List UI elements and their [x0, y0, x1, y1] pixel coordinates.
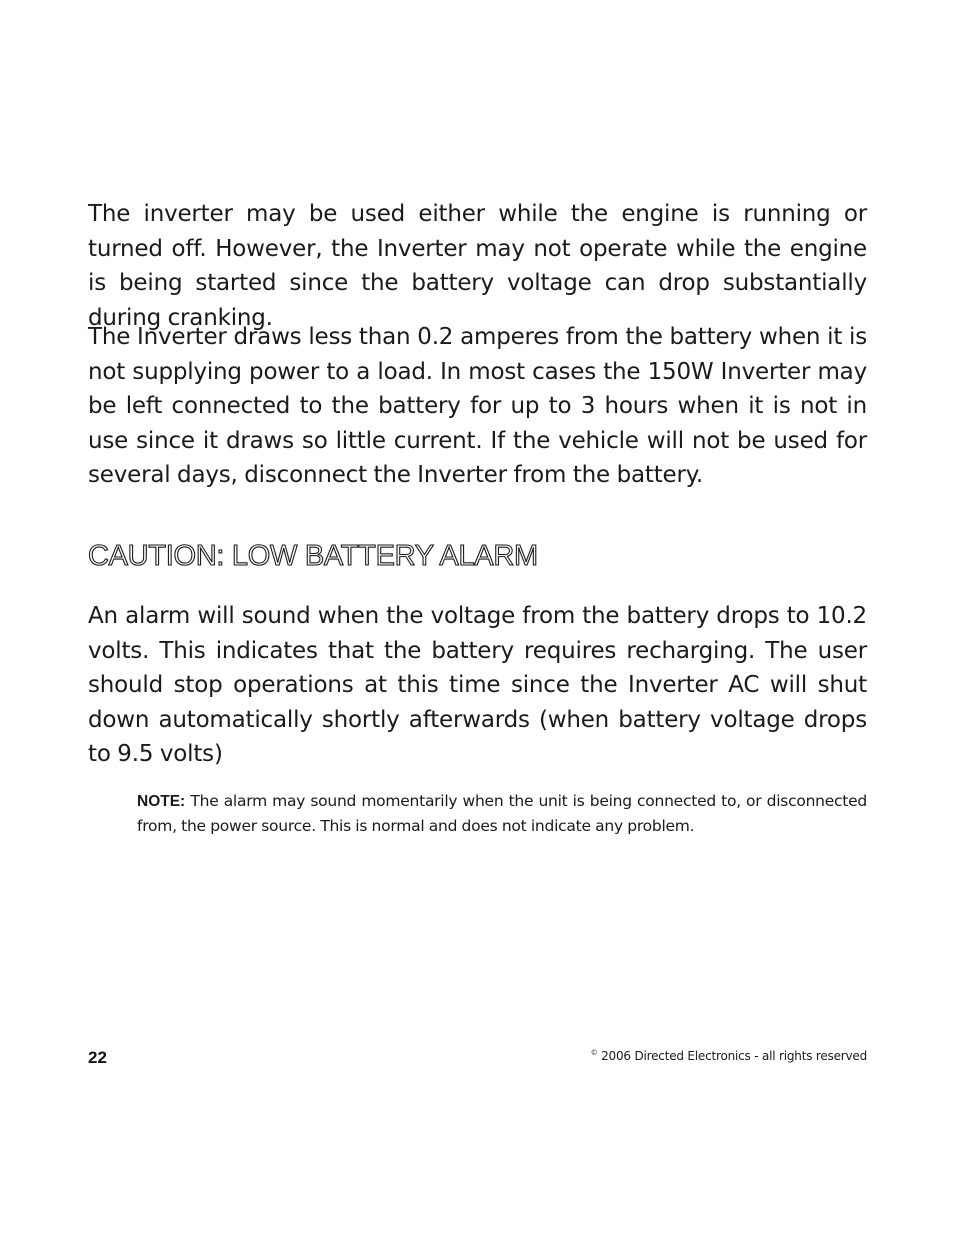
body-paragraph-engine-running: The inverter may be used either while the engine is running or turned off. However, the Inverter may not operate while the engine is being started since the battery voltage can drop substantially during cranking.	[88, 201, 867, 331]
page-number: 22	[88, 1048, 107, 1067]
note-label: NOTE:	[137, 793, 186, 810]
caution-heading: CAUTION: LOW BATTERY ALARM	[88, 540, 538, 572]
caution-paragraph: An alarm will sound when the voltage from the battery drops to 10.2 volts. This indicates that the battery requires recharging. The user should stop operations at this time since the Inverter AC will shut down automatically shortly afterwards (when battery voltage drops to 9.5 volts)	[88, 603, 867, 767]
copyright-text: 2006 Directed Electronics - all rights reserved	[601, 1049, 867, 1063]
copyright-notice	[591, 1049, 867, 1063]
body-paragraph-current-draw: The Inverter draws less than 0.2 amperes from the battery when it is not supplying power to a load. In most cases the 150W Inverter may be left connected to the battery for up to 3 hours when it is not in use since it draws so little current. If the vehicle will not be used for several days, disconnect the Inverter from the battery.	[88, 324, 867, 488]
note-text: The alarm may sound momentarily when the unit is being connected to, or disconnected from, the power source. This is normal and does not indicate any problem.	[137, 792, 867, 835]
copyright-symbol: ©	[590, 1049, 598, 1057]
note-block	[137, 789, 867, 839]
